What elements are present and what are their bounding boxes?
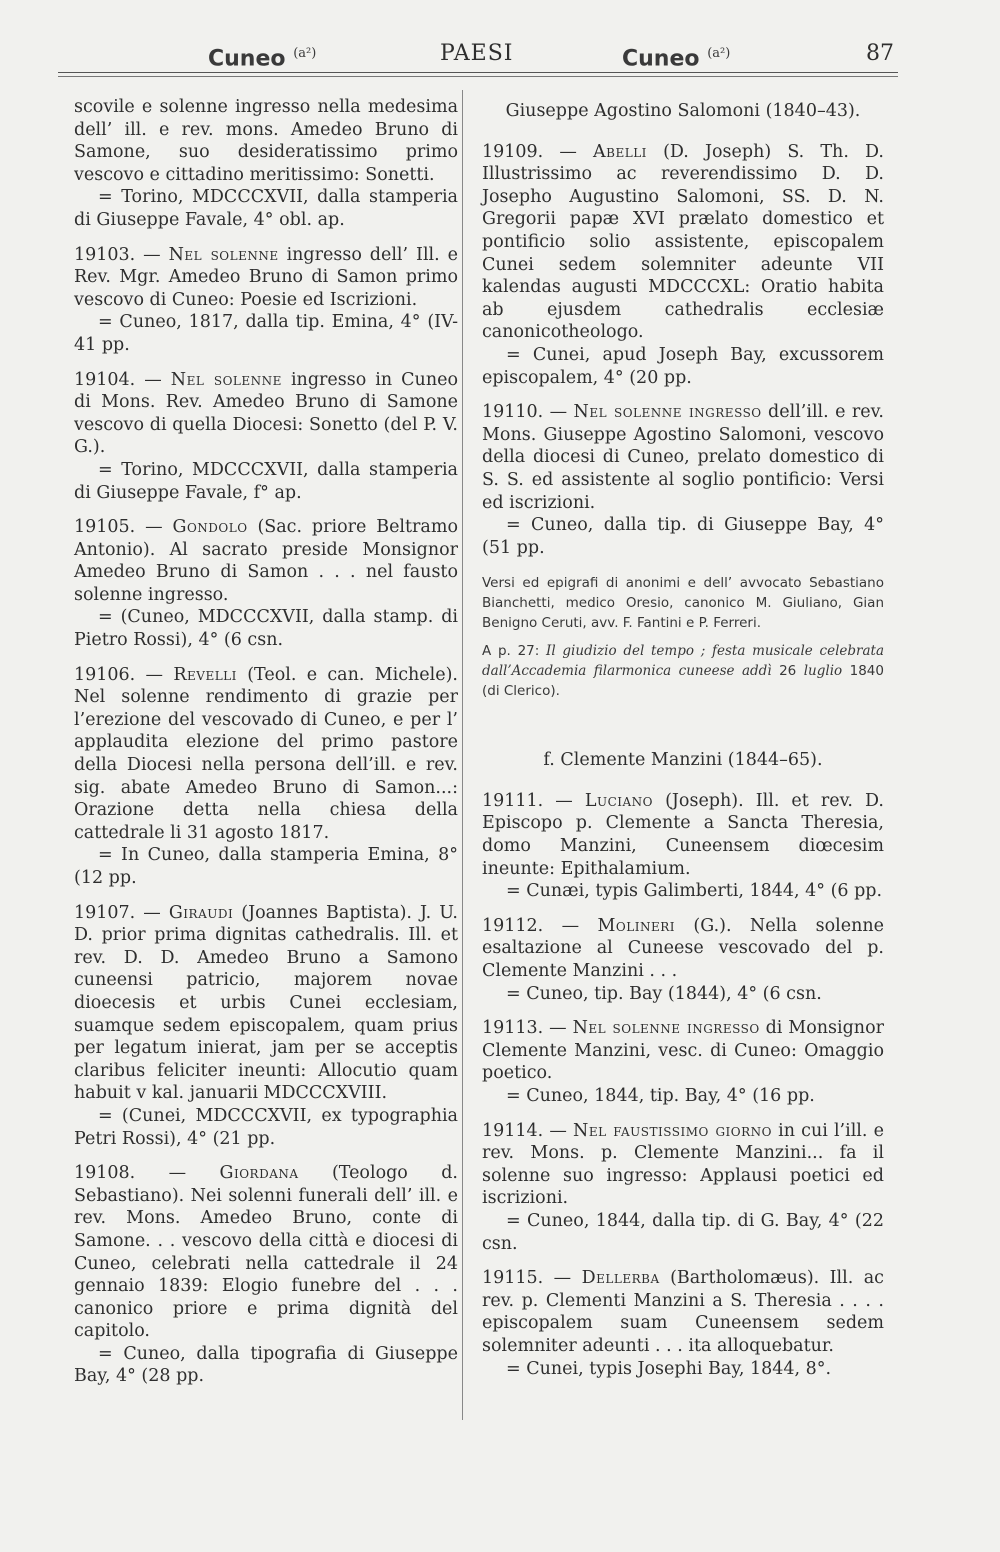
entry-19104: 19104. — Nel solenne ingresso in Cuneo di Mons. Rev. Amedeo Bruno di Samone vescovo di quella Diocesi: Sonetto (del P. V. G.). = Torino, MDCCCXVII, dalla stamperia di Giuseppe Favale, f° ap. xyxy=(74,369,458,503)
entry-19112: 19112. — Molineri (G.). Nella solenne esaltazione al Cuneese vescovado del p. Clemente Manzini . . . = Cuneo, tip. Bay (1844), 4° (6 csn. xyxy=(482,915,884,1004)
entry-19115: 19115. — Dellerba (Bartholomæus). Ill. ac rev. p. Clementi Manzini a S. Theresia . . . . episcopalem suam Cuneensem sedem solemniter adeunti . . . ita alloquebatur. = Cunei, typis Josephi Bay, 1844, 8°. xyxy=(482,1268,884,1379)
note-versi: Versi ed epigrafi di anonimi e dell’ avvocato Sebastiano Bianchetti, medico Oresio, canonico M. Giuliano, Gian Benigno Ceruti, avv. F. Fantini e P. Ferreri. xyxy=(482,575,884,632)
header-rule-thin xyxy=(58,76,898,77)
section-heading-salomoni: Giuseppe Agostino Salomoni (1840–43). xyxy=(505,101,861,121)
entry-19108: 19108. — Giordana (Teologo d. Sebastiano). Nei solenni funerali dell’ ill. e rev. Mons. Amedeo Bruno, conte di Samone. . . vescovo della città e diocesi di Cuneo, celebrati nella cattedrale il 24 gennaio 1839: Elogio funebre del . . . canonico priore e prima dignità del capitolo. = Cuneo, dalla tipografia di Giuseppe Bay, 4° (28 pp. xyxy=(74,1163,458,1387)
right-column xyxy=(482,96,884,1380)
column-divider xyxy=(462,90,463,1420)
entry-19109: 19109. — Abelli (D. Joseph) S. Th. D. Illustrissimo ac reverendissimo D. D. Josepho Augustino Salomoni, SS. D. N. Gregorii papæ XVI prælato domestico et pontificio solio assistente, episcopalem Cunei sedem solemniter adeunte VII kalendas augusti MDCCCXL: Oratio habita ab ejusdem cathedralis ecclesiæ canonicotheologo. = Cunei, apud Joseph Bay, excussorem episcopalem, 4° (20 pp. xyxy=(482,141,884,388)
section-heading-manzini: f. Clemente Manzini (1844–65). xyxy=(543,750,823,771)
entry-19107: 19107. — Giraudi (Joannes Baptista). J. U. D. prior prima dignitas cathedralis. Ill. et rev. D. D. Amedeo Bruno a Samono cuneensi patricio, majorem novae dioecesis et urbis Cunei ecclesiam, suamque sedem episcopalem, quam prius per legatum inierat, jam per se acceptis claribus feliciter ineunti: Allocutio quam habuit v kal. januarii MDCCCXVIII. = (Cunei, MDCCCXVII, ex typographia Petri Rossi), 4° (21 pp. xyxy=(74,902,458,1149)
entry-19113: 19113. — Nel solenne ingresso di Monsignor Clemente Manzini, vesc. di Cuneo: Omaggio poetico. = Cuneo, 1844, tip. Bay, 4° (16 pp. xyxy=(482,1018,884,1106)
header-rule xyxy=(58,72,898,73)
header-left-title: Cuneo $^{(a^2)}$ xyxy=(208,46,317,72)
entry-continuation: scovile e solenne ingresso nella medesima dell’ ill. e rev. mons. Amedeo Bruno di Samone, suo desideratissimo primo vescovo e cittadino meritissimo: Sonetti. = Torino, MDCCCXVII, dalla stamperia di Giuseppe Favale, 4° obl. ap. xyxy=(74,97,458,230)
entry-19103: 19103. — Nel solenne ingresso dell’ Ill. e Rev. Mgr. Amedeo Bruno di Samon primo vescovo di Cuneo: Poesie ed Iscrizioni. = Cuneo, 1817, dalla tip. Emina, 4° (IV-41 pp. xyxy=(74,244,458,355)
header-right-title: Cuneo $^{(a^2)}$ xyxy=(622,46,731,72)
entry-19106: 19106. — Revelli (Teol. e can. Michele). Nel solenne rendimento di grazie per l’erezione del vescovado di Cuneo, e per l’ applaudita elezione del primo pastore della Diocesi nella persona dell’ill. e rev. sig. abate Amedeo Bruno di Samon...: Orazione detta nella chiesa della cattedrale li 31 agosto 1817. = In Cuneo, dalla stamperia Emina, 8° (12 pp. xyxy=(74,664,458,888)
left-column xyxy=(74,96,458,1388)
page-number: 87 xyxy=(866,41,894,66)
running-header xyxy=(58,30,898,74)
entry-19105: 19105. — Gondolo (Sac. priore Beltramo Antonio). Al sacrato preside Monsignor Amedeo Bruno di Samon . . . nel fausto solenne ingresso. = (Cuneo, MDCCCXVII, dalla stamp. di Pietro Rossi), 4° (6 csn. xyxy=(74,517,458,651)
entry-19111: 19111. — Luciano (Joseph). Ill. et rev. D. Episcopo p. Clemente a Sancta Theresia, domo Manzini, Cuneensem diœcesim ineunte: Epithalamium. = Cunæi, typis Galimberti, 1844, 4° (6 pp. xyxy=(482,790,884,902)
entry-19114: 19114. — Nel faustissimo giorno in cui l’ill. e rev. Mons. p. Clemente Manzini... fa il solenne suo ingresso: Applausi poetici ed iscrizioni. = Cuneo, 1844, dalla tip. di G. Bay, 4° (22 csn. xyxy=(482,1120,884,1254)
note-giudizio: A p. 27: Il giudizio del tempo ; festa musicale celebrata dall’Accademia filarmonica cuneese addì 26 luglio 1840 (di Clerico). xyxy=(482,643,884,700)
entry-19110: 19110. — Nel solenne ingresso dell’ill. e rev. Mons. Giuseppe Agostino Salomoni, vescovo della diocesi di Cuneo, prelato domestico di S. S. ed assistente al soglio pontificio: Versi ed iscrizioni. = Cuneo, dalla tip. di Giuseppe Bay, 4° (51 pp. xyxy=(482,402,884,558)
header-center-title: PAESI xyxy=(440,41,514,66)
